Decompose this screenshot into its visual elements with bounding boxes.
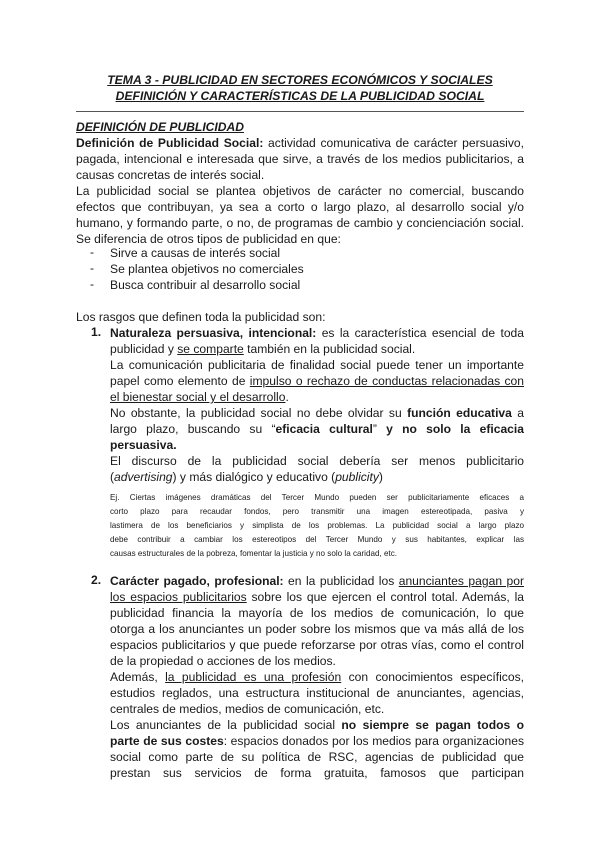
item1-line-1 [110,325,524,341]
para1-line-3: humano, y formando parte, o no, de programas de cambio y concienciación social. [76,216,524,230]
doc-title-line-1: TEMA 3 - PUBLICIDAD EN SECTORES ECONÓMICOS Y SOCIALES [107,73,493,87]
item2-underlined: los espacios publicitarios [110,590,247,604]
bullet-dash: - [90,245,95,259]
item1-underlined: se comparte [177,342,244,356]
item1-text: papel como elemento de [110,374,250,388]
item1-line-7 [110,421,524,437]
item2-title: Carácter pagado, profesional: [110,574,284,588]
definition-line-3: causas concretas de interés social. [76,168,265,182]
para1-line-4: Se diferencia de otros tipos de publicidad en que: [76,232,341,246]
item1-text: largo plazo, buscando su “ [110,422,276,436]
item2-text: Los anunciantes de la publicidad social [110,718,342,732]
example-line-2: corto plazo para recaudar fondos, pero transmitir una imagen estereotipada, pasiva y [110,507,524,516]
item1-text: a [511,406,524,420]
item2-line-6: de la propiedad o acciones de los medios. [110,654,336,668]
item2-underlined: anunciantes pagan por [398,574,524,588]
item1-line-5 [110,389,524,405]
difference-item: Busca contribuir al desarrollo social [110,278,301,292]
item2-line-7 [110,669,524,685]
traits-intro: Los rasgos que definen toda la publicidad son: [76,310,326,324]
item1-text: ) y más dialógico y educativo ( [172,470,336,484]
item1-bold: eficacia cultural [275,422,373,436]
item2-line-12: social como parte de su política de RSC, agencias de publicidad que [110,750,524,764]
item2-line-2 [110,589,524,605]
para1-line-1: La publicidad social se plantea objetivos de carácter no comercial, buscando [76,184,524,198]
item1-bold: y no solo la eficacia [386,422,524,436]
item2-line-1 [110,573,524,589]
item1-text: . [285,390,289,404]
item1-text: publicidad y [110,342,178,356]
example-line-4: debe contribuir a cambiar los estereotipos del Tercer Mundo y sus habitantes, explicar las [110,535,524,544]
item-2-number: 2. [91,573,102,587]
item1-text: ) [378,470,383,484]
item1-italic: advertising [114,470,173,484]
item2-underlined: la publicidad es una profesión [165,670,342,684]
definition-term: Definición de Publicidad Social: [76,136,264,150]
item2-line-11 [110,733,524,749]
item2-bold: parte de sus costes [110,734,224,748]
header-divider [76,111,524,112]
item1-line-10 [110,469,524,485]
item1-line-9: El discurso de la publicidad social debería ser menos publicitario [110,454,524,468]
item2-line-10 [110,717,524,733]
section-heading: DEFINICIÓN DE PUBLICIDAD [76,120,244,134]
item-1-number: 1. [91,325,102,339]
definition-line-1 [76,135,524,151]
item2-bold: no siempre se pagan todos o [341,718,524,732]
para1-line-2: efectos que contribuyan, ya sea a corto o largo plazo, al desarrollo social y/o [76,200,524,214]
item2-line-9: centrales de medios, medios de comunicación, etc. [110,702,385,716]
item1-text: ( [110,470,115,484]
definition-line-2: pagada, intencional e interesada que sirve, a través de los medios publicitarios, a [76,152,524,166]
item2-text: sobre los que ejercen el control total. Además, la [246,590,524,604]
item1-line-4 [110,373,524,389]
item2-text: Además, [110,670,166,684]
item1-underlined: el bienestar social y el desarrollo [110,390,286,404]
item2-line-13: prestan sus servicios de forma gratuita, famosos que participan [110,766,524,780]
item1-bold: persuasiva. [110,438,177,452]
example-line-1: Ej. Ciertas imágenes dramáticas del Tercer Mundo pueden ser publicitariamente eficaces a [110,493,524,502]
item1-text: también en la publicidad social. [243,342,416,356]
item1-italic: publicity [335,470,379,484]
item2-text: : espacios donados por los medios para organizaciones [223,734,524,748]
item2-text: en la publicidad los [283,574,399,588]
bullet-dash: - [90,261,95,275]
example-line-5: causas estructurales de la pobreza, fomentar la justicia y no solo la caridad, etc. [110,549,398,558]
doc-title-line-2: DEFINICIÓN Y CARACTERÍSTICAS DE LA PUBLICIDAD SOCIAL [115,89,485,103]
item1-line-2 [110,341,524,357]
definition-text: actividad comunicativa de carácter persuasivo, [263,136,524,150]
item1-text: ” [372,422,387,436]
item2-line-5: espacios publicitarios y que puede reforzarse por otras vías, como el control [110,638,524,652]
item2-line-3: publicidad financia la mayoría de los medios de comunicación, lo que [110,606,524,620]
item1-line-3: La comunicación publicitaria de finalidad social puede tener un importante [110,358,524,372]
bullet-dash: - [90,277,95,291]
item2-line-4: otorga a los anunciantes un poder sobre los mismos que va más allá de los [110,622,524,636]
example-line-3: lastimera de los beneficiarios y simplista de los problemas. La publicidad social a largo plazo [110,521,524,530]
item1-text: No obstante, la publicidad social no debe olvidar su [110,406,408,420]
item1-text: es la característica esencial de toda [316,326,524,340]
item1-bold: función educativa [407,406,512,420]
item2-text: con conocimientos específicos, [341,670,524,684]
item2-line-8: estudios reglados, una estructura institucional de anunciantes, agencias, [110,686,524,700]
difference-item: Sirve a causas de interés social [110,246,281,260]
difference-item: Se plantea objetivos no comerciales [110,262,304,276]
item1-line-6 [110,405,524,421]
item1-line-8 [110,437,524,453]
item1-underlined: impulso o rechazo de conductas relacionadas con [249,374,524,388]
item1-title: Naturaleza persuasiva, intencional: [110,326,317,340]
